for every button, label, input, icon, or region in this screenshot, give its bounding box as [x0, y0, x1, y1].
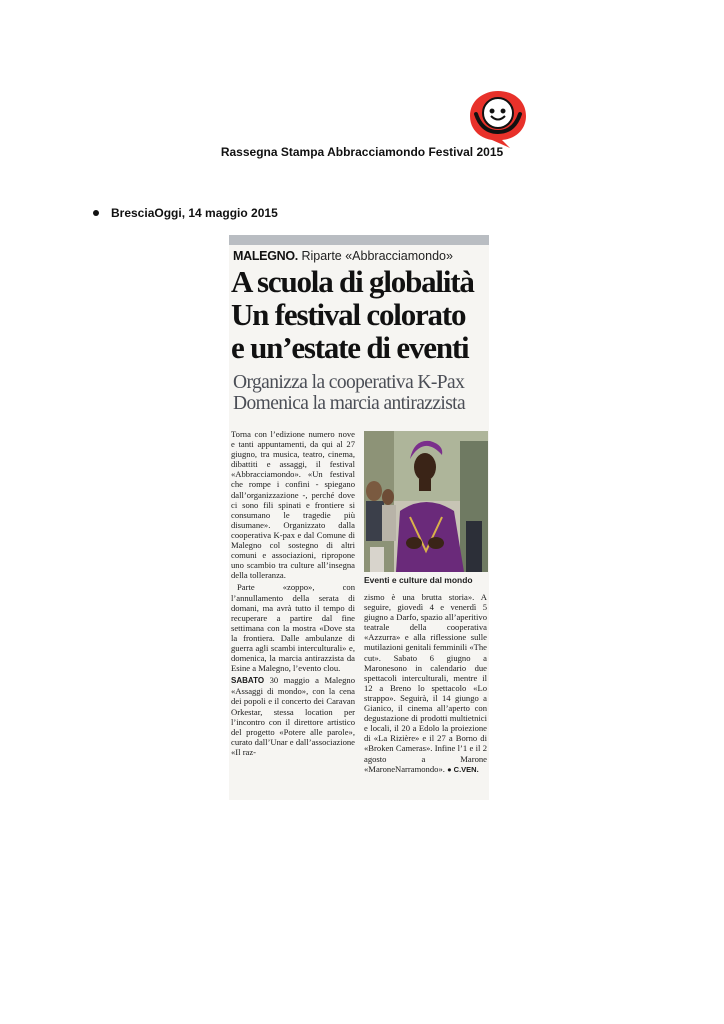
paragraph-text: zismo è una brutta storia». A seguire, giovedì 4 e venerdì 5 giugno a Darfo, spazio all’aperitivo teatrale della cooperativa «Azzurra» e alla riflessione sulle mutilazioni genitali femminili «The cut». Sabato 6 giugno a Maronesono in calendario due spettacoli interculturali, mentre il 12 a Breno lo spettacolo «Lo strappo». Seguirà, il 14 giungo a Gianico, il cinema all’aperto con degustazione di prodotti multietnici e locali, il 20 a Edolo la proiezione di «La Rizière» e il 27 a Borno di «Broken Cameras». Infine l’1 e il 2 agosto a Marone «MaroneNarramondo». — [364, 592, 487, 774]
bullet-text: BresciaOggi, 14 maggio 2015 — [111, 206, 278, 220]
bullet-item — [93, 206, 278, 220]
article-kicker — [233, 249, 453, 263]
article-paragraph: Parte «zoppo», con l’annullamento della serata di domani, ma avrà tutto il tempo di recuperare a partire dal fine settimana con la mostra «Dove sta la frontiera. Dalle ambulanze di guerra agli scambi interculturali» e, domenica, la marcia antirazzista da Esine a Malegno, l’evento clou. — [231, 582, 355, 674]
article-paragraph: Torna con l’edizione numero nove e tanti appuntamenti, da qui al 27 giugno, tra musica, teatro, cinema, dibattiti e assaggi, il festival «Abbracciamondo». «Un festival che rompe i confini - spiegano dall’organizzazione -, perché dove ci sono fili spinati e frontiere si consumano le tragedie più disumane». Organizzato dalla cooperativa K-pax e dal Comune di Malegno col sostegno di altri comuni e associazioni, ripropone uno scambio tra culture all’insegna della tolleranza. — [231, 429, 355, 581]
headline-line: e un’estate di eventi — [231, 330, 469, 365]
paragraph-text: 30 maggio a Malegno «Assaggi di mondo», con la cena dei popoli e il concerto dei Caravan Orkestar, stessa location per l’incontro con il direttore artistico del progetto «Potere alle parole», curato dall’Unar e dall’associazione «Il raz- — [231, 675, 355, 757]
article-subhead — [233, 372, 489, 414]
bullet-dot — [93, 210, 99, 216]
headline-line: Un festival colorato — [231, 297, 466, 332]
photo-caption: Eventi e culture dal mondo — [364, 575, 473, 585]
article-photo — [364, 431, 488, 572]
article-headline — [231, 265, 489, 364]
abbracciamondo-logo — [462, 88, 532, 150]
clipping-top-bar — [229, 235, 489, 245]
kicker-text: Riparte «Abbracciamondo» — [301, 249, 453, 263]
newspaper-clipping — [229, 235, 489, 800]
subhead-line: Domenica la marcia antirazzista — [233, 393, 466, 414]
document-title: Rassegna Stampa Abbracciamondo Festival 2015 — [220, 145, 504, 159]
article-paragraph — [231, 675, 355, 757]
article-column-left — [231, 429, 355, 759]
author-signature: ● C.VEN. — [447, 764, 479, 774]
logo-globe-face — [483, 98, 513, 128]
paragraph-runin: SABATO — [231, 676, 265, 686]
kicker-place: MALEGNO. — [233, 249, 298, 263]
subhead-line: Organizza la cooperativa K-Pax — [233, 372, 465, 393]
headline-line: A scuola di globalità — [231, 264, 474, 299]
article-column-right — [364, 592, 487, 777]
article-paragraph — [364, 592, 487, 775]
